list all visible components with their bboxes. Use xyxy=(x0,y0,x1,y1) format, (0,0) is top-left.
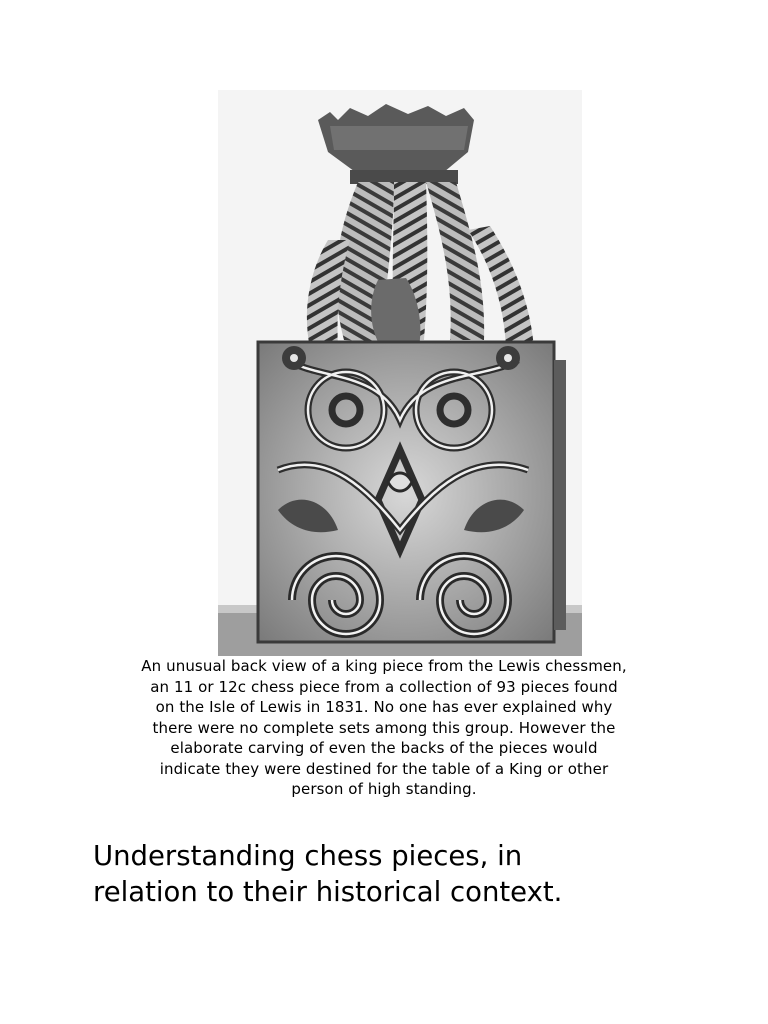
caption-line: person of high standing. xyxy=(291,780,477,798)
photo-caption xyxy=(80,656,688,800)
caption-line: on the Isle of Lewis in 1831. No one has ever explained why xyxy=(155,698,613,716)
chess-piece-photo xyxy=(218,90,582,656)
page-heading xyxy=(93,838,713,910)
caption-line: An unusual back view of a king piece from the Lewis chessmen, xyxy=(141,657,627,675)
caption-line: elaborate carving of even the backs of the pieces would xyxy=(170,739,598,757)
lewis-king-back-carving-image xyxy=(218,90,582,656)
caption-line: an 11 or 12c chess piece from a collection of 93 pieces found xyxy=(150,677,618,696)
caption-line: indicate they were destined for the table of a King or other xyxy=(159,759,609,778)
heading-line: relation to their historical context. xyxy=(93,876,563,908)
heading-line: Understanding chess pieces, in xyxy=(93,840,523,872)
caption-line: there were no complete sets among this group. However the xyxy=(152,718,616,737)
